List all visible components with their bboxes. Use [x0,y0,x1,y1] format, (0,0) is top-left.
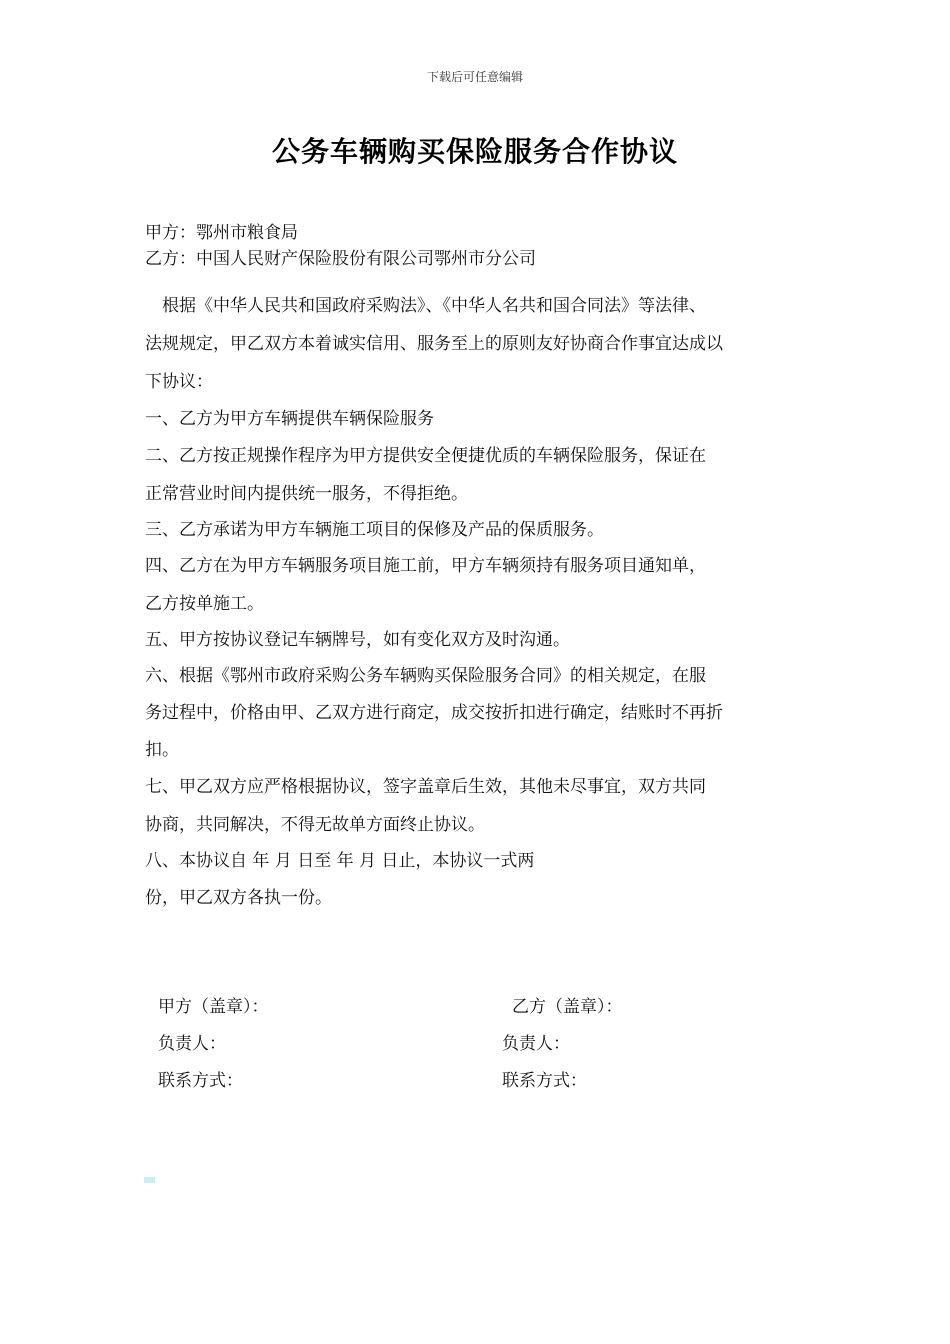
clause-3: 三、乙方承诺为甲方车辆施工项目的保修及产品的保质服务。 [145,520,604,540]
header-note: 下载后可任意编辑 [426,70,523,84]
clause-6: 六、根据《鄂州市政府采购公务车辆购买保险服务合同》的相关规定，在服 [145,666,706,686]
clause-5: 五、甲方按协议登记车辆牌号，如有变化双方及时沟通。 [145,630,570,650]
document-title: 公务车辆购买保险服务合作协议 [271,135,678,168]
clause-4-cont: 乙方按单施工。 [145,594,264,614]
clause-7: 七、甲乙双方应严格根据协议，签字盖章后生效，其他未尽事宜，双方共同 [145,777,706,797]
clause-8-cont: 份，甲乙双方各执一份。 [145,888,332,908]
party-b-seal-label: 乙方（盖章）： [512,997,623,1017]
body-line: 根据《中华人民共和国政府采购法》、《中华人名共和国合同法》等法律、 [145,296,706,316]
party-b-line: 乙方：中国人民财产保险股份有限公司鄂州市分公司 [145,249,536,269]
party-b-person-label: 负责人： [502,1034,570,1054]
party-a-contact-label: 联系方式： [158,1071,243,1091]
party-a-person-label: 负责人： [158,1034,226,1054]
clause-1: 一、乙方为甲方车辆提供车辆保险服务 [145,409,434,429]
clause-6-cont: 务过程中，价格由甲、乙双方进行商定，成交按折扣进行确定，结账时不再折 [145,703,723,723]
party-b-contact-label: 联系方式： [502,1071,587,1091]
body-line: 下协议： [145,372,213,392]
party-a-seal-label: 甲方（盖章）： [158,997,269,1017]
clause-7-cont: 协商，共同解决，不得无故单方面终止协议。 [145,815,485,835]
clause-2: 二、乙方按正规操作程序为甲方提供安全便捷优质的车辆保险服务，保证在 [145,446,706,466]
clause-8: 八、本协议自 年 月 日至 年 月 日止，本协议一式两 [145,851,535,871]
clause-2-cont: 正常营业时间内提供统一服务，不得拒绝。 [145,484,468,504]
body-line: 法规规定，甲乙双方本着诚实信用、服务至上的原则友好协商合作事宜达成以 [145,334,723,354]
corner-mark [144,1177,155,1183]
party-a-line: 甲方：鄂州市粮食局 [145,223,298,243]
clause-6-cont: 扣。 [145,740,179,760]
clause-4: 四、乙方在为甲方车辆服务项目施工前，甲方车辆须持有服务项目通知单， [145,556,706,576]
